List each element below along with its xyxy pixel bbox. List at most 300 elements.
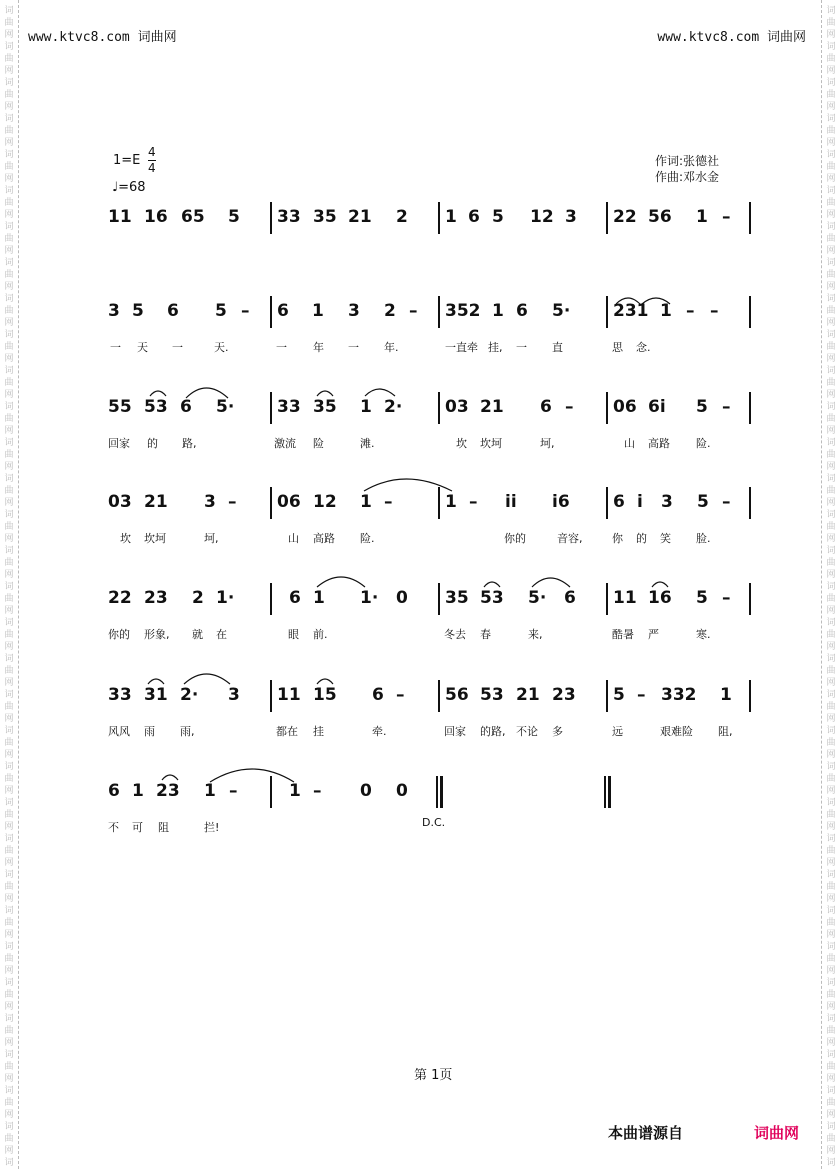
watermark-char: 词	[4, 1050, 14, 1060]
watermark-char: 曲	[4, 1134, 14, 1144]
note-group: 2	[384, 301, 396, 321]
watermark-char: 网	[4, 894, 14, 904]
note-group: 06	[277, 492, 301, 512]
watermark-char: 网	[4, 858, 14, 868]
watermark-char: 曲	[826, 882, 836, 892]
watermark-char: 曲	[4, 594, 14, 604]
barline	[270, 392, 272, 424]
final-barline	[608, 776, 611, 808]
watermark-char: 曲	[826, 702, 836, 712]
lyricist: 作词:张德社	[655, 154, 720, 168]
watermark-char: 曲	[4, 774, 14, 784]
note-group: 231	[613, 301, 649, 321]
score-row-2	[0, 296, 840, 386]
note-group: 53	[144, 397, 168, 417]
watermark-char: 曲	[826, 1134, 836, 1144]
watermark-char: 曲	[4, 342, 14, 352]
note-group: 6	[277, 301, 289, 321]
lyric: 激流	[274, 437, 296, 450]
lyric: 艰难险	[660, 725, 693, 738]
watermark-char: 词	[826, 114, 836, 124]
lyric: 一	[172, 341, 183, 354]
slur	[648, 573, 678, 593]
note-group: 5	[228, 207, 240, 227]
lyric: 你的	[504, 532, 526, 545]
barline	[270, 680, 272, 712]
note-group: 1·	[216, 588, 235, 608]
watermark-char: 网	[4, 930, 14, 940]
watermark-char: 曲	[4, 486, 14, 496]
watermark-char: 曲	[826, 846, 836, 856]
note-group: 3	[204, 492, 216, 512]
lyric: 的	[147, 437, 158, 450]
footer-source-label: 本曲谱源自	[608, 1124, 684, 1142]
lyric: 险.	[360, 532, 375, 545]
watermark-char: 词	[826, 1086, 836, 1096]
watermark-char: 网	[826, 174, 836, 184]
note-group: 2	[396, 207, 408, 227]
note-group: 0	[396, 781, 408, 801]
lyric: 牵.	[372, 725, 387, 738]
note-group: 5	[696, 588, 708, 608]
watermark-char: 曲	[826, 306, 836, 316]
watermark-char: 网	[826, 426, 836, 436]
watermark-char: 网	[826, 282, 836, 292]
watermark-char: 曲	[4, 918, 14, 928]
watermark-char: 曲	[826, 1062, 836, 1072]
watermark-char: 词	[826, 1122, 836, 1132]
note-group: 33	[277, 207, 301, 227]
lyric: 山	[288, 532, 299, 545]
watermark-char: 曲	[4, 558, 14, 568]
watermark-char: 网	[4, 570, 14, 580]
note-group: 11	[108, 207, 132, 227]
watermark-char: 曲	[4, 414, 14, 424]
lyric: 天	[137, 341, 148, 354]
lyric: 的路,	[480, 725, 506, 738]
watermark-char: 网	[826, 858, 836, 868]
watermark-char: 词	[826, 834, 836, 844]
watermark-char: 网	[4, 1002, 14, 1012]
lyric: 拦!	[204, 821, 220, 834]
note-group: 5	[697, 492, 709, 512]
final-barline	[440, 776, 443, 808]
watermark-char: 网	[4, 390, 14, 400]
watermark-char: 网	[826, 354, 836, 364]
watermark-char: 网	[4, 678, 14, 688]
lyric: 坷,	[204, 532, 219, 545]
watermark-char: 网	[4, 318, 14, 328]
note-group: 1	[492, 301, 504, 321]
note-group: 6	[180, 397, 192, 417]
header-site-right[interactable]: www.ktvc8.com 词曲网	[657, 30, 806, 45]
barline	[606, 583, 608, 615]
lyric: 高路	[313, 532, 335, 545]
tempo-marking: ♩=68	[112, 180, 146, 195]
lyric: 你的	[108, 628, 130, 641]
watermark-char: 曲	[4, 126, 14, 136]
lyric: 都在	[276, 725, 298, 738]
watermark-char: 词	[4, 150, 14, 160]
note-group: –	[469, 492, 478, 512]
watermark-char: 词	[826, 1158, 836, 1168]
watermark-char: 曲	[826, 774, 836, 784]
score-row-1	[0, 202, 840, 292]
watermark-char: 词	[826, 150, 836, 160]
slur	[313, 670, 343, 690]
watermark-char: 网	[826, 570, 836, 580]
barline	[438, 583, 440, 615]
lyric: 就	[192, 628, 203, 641]
slur	[156, 766, 306, 788]
watermark-char: 词	[826, 654, 836, 664]
watermark-char: 词	[4, 546, 14, 556]
barline	[606, 487, 608, 519]
watermark-char: 词	[826, 186, 836, 196]
lyric: 音容,	[557, 532, 583, 545]
note-group: 5·	[216, 397, 235, 417]
watermark-char: 词	[4, 978, 14, 988]
watermark-char: 网	[826, 462, 836, 472]
note-group: 21	[480, 397, 504, 417]
watermark-char: 曲	[826, 126, 836, 136]
note-group: –	[228, 492, 237, 512]
lyric: 远	[612, 725, 623, 738]
note-group: 16	[144, 207, 168, 227]
lyric: 回家	[444, 725, 466, 738]
note-group: –	[722, 207, 731, 227]
watermark-char: 词	[826, 690, 836, 700]
lyric: 阻	[158, 821, 169, 834]
note-group: 0	[360, 781, 372, 801]
score-row-6	[0, 680, 840, 770]
note-group: 65	[181, 207, 205, 227]
watermark-char: 网	[4, 1074, 14, 1084]
watermark-char: 曲	[826, 1026, 836, 1036]
watermark-char: 网	[4, 426, 14, 436]
lyric: 念.	[636, 341, 651, 354]
lyric: 路,	[182, 437, 197, 450]
dc-mark: D.C.	[422, 816, 446, 829]
watermark-char: 词	[4, 1122, 14, 1132]
watermark-char: 网	[826, 246, 836, 256]
barline	[438, 202, 440, 234]
lyric: 在	[216, 628, 227, 641]
watermark-char: 曲	[4, 954, 14, 964]
watermark-char: 曲	[4, 234, 14, 244]
watermark-char: 网	[826, 390, 836, 400]
watermark-char: 网	[826, 786, 836, 796]
note-group: 6	[540, 397, 552, 417]
lyric: 形象,	[144, 628, 170, 641]
slur	[480, 573, 580, 593]
watermark-char: 词	[4, 510, 14, 520]
lyric: 年.	[384, 341, 399, 354]
watermark-char: 词	[4, 942, 14, 952]
note-group: 1	[720, 685, 732, 705]
score-row-5	[0, 583, 840, 673]
watermark-char: 词	[826, 222, 836, 232]
note-group: 6	[108, 781, 120, 801]
lyric: 坎	[120, 532, 131, 545]
watermark-char: 词	[4, 222, 14, 232]
note-group: 03	[445, 397, 469, 417]
watermark-char: 网	[826, 894, 836, 904]
watermark-char: 词	[826, 582, 836, 592]
note-group: 1·	[360, 588, 379, 608]
note-group: i	[637, 492, 643, 512]
watermark-char: 曲	[826, 450, 836, 460]
watermark-char: 词	[4, 798, 14, 808]
watermark-char: 词	[826, 42, 836, 52]
watermark-char: 曲	[4, 198, 14, 208]
composer: 作曲:邓水金	[655, 170, 720, 184]
watermark-char: 曲	[826, 954, 836, 964]
lyric: 笑	[660, 532, 671, 545]
watermark-char: 曲	[4, 810, 14, 820]
note-group: 2·	[180, 685, 199, 705]
lyric: 酷暑	[612, 628, 634, 641]
watermark-char: 词	[826, 474, 836, 484]
lyric: 高路	[648, 437, 670, 450]
time-signature-bottom: 4	[148, 161, 156, 175]
lyric: 坎坷	[144, 532, 166, 545]
barline	[270, 583, 272, 615]
watermark-char: 词	[4, 294, 14, 304]
note-group: –	[384, 492, 393, 512]
note-group: 33	[277, 397, 301, 417]
watermark-char: 曲	[826, 378, 836, 388]
watermark-char: 词	[826, 618, 836, 628]
watermark-char: 词	[4, 6, 14, 16]
lyric: 脸.	[696, 532, 711, 545]
note-group: 56	[648, 207, 672, 227]
watermark-char: 词	[4, 330, 14, 340]
note-group: 55	[108, 397, 132, 417]
barline	[606, 202, 608, 234]
watermark-char: 曲	[826, 162, 836, 172]
note-group: 1	[289, 781, 301, 801]
lyric: 寒.	[696, 628, 711, 641]
lyric: 多	[552, 725, 563, 738]
watermark-char: 曲	[826, 234, 836, 244]
note-group: 3	[108, 301, 120, 321]
lyric: 不论	[516, 725, 538, 738]
watermark-char: 曲	[4, 990, 14, 1000]
note-group: 5	[696, 397, 708, 417]
watermark-char: 曲	[4, 630, 14, 640]
barline	[749, 680, 751, 712]
note-group: 53	[480, 685, 504, 705]
lyric: 你	[612, 532, 623, 545]
lyric: 一	[348, 341, 359, 354]
lyric: 年	[313, 341, 324, 354]
lyric: 天.	[214, 341, 229, 354]
lyric: 挂	[313, 725, 324, 738]
watermark-char: 曲	[4, 378, 14, 388]
lyric: 坎坷	[480, 437, 502, 450]
watermark-char: 曲	[4, 1098, 14, 1108]
note-group: 22	[613, 207, 637, 227]
lyric: 雨	[144, 725, 155, 738]
watermark-char: 网	[4, 138, 14, 148]
watermark-char: 词	[4, 834, 14, 844]
barline	[749, 487, 751, 519]
barline	[270, 202, 272, 234]
note-group: 06	[613, 397, 637, 417]
watermark-char: 词	[826, 870, 836, 880]
watermark-char: 网	[826, 102, 836, 112]
lyric: 严	[648, 628, 659, 641]
watermark-char: 网	[4, 606, 14, 616]
watermark-char: 词	[4, 186, 14, 196]
watermark-char: 曲	[4, 702, 14, 712]
note-group: –	[396, 685, 405, 705]
note-group: 5·	[528, 588, 547, 608]
note-group: 3	[661, 492, 673, 512]
note-group: 11	[277, 685, 301, 705]
watermark-char: 词	[4, 762, 14, 772]
barline	[606, 296, 608, 328]
note-group: 23	[144, 588, 168, 608]
watermark-char: 网	[826, 66, 836, 76]
lyric: 坷,	[540, 437, 555, 450]
note-group: 15	[313, 685, 337, 705]
note-group: 23	[156, 781, 180, 801]
watermark-char: 词	[826, 762, 836, 772]
note-group: 5·	[552, 301, 571, 321]
watermark-char: 词	[4, 618, 14, 628]
watermark-char: 词	[4, 438, 14, 448]
watermark-char: 曲	[4, 270, 14, 280]
note-group: 1	[445, 492, 457, 512]
note-group: 35	[313, 207, 337, 227]
watermark-char: 网	[4, 462, 14, 472]
note-group: 6	[468, 207, 480, 227]
watermark-char: 曲	[826, 54, 836, 64]
note-group: –	[686, 301, 695, 321]
lyric: 春	[480, 628, 491, 641]
watermark-char: 词	[826, 1050, 836, 1060]
lyric: 一	[516, 341, 527, 354]
note-group: i6	[552, 492, 570, 512]
tie	[360, 475, 460, 497]
note-group: –	[229, 781, 238, 801]
slur	[144, 382, 254, 402]
watermark-char: 词	[826, 330, 836, 340]
note-group: 56	[445, 685, 469, 705]
barline	[606, 392, 608, 424]
lyric: 冬去	[444, 628, 466, 641]
watermark-char: 词	[4, 1014, 14, 1024]
watermark-char: 词	[4, 1086, 14, 1096]
watermark-char: 曲	[826, 810, 836, 820]
watermark-char: 网	[826, 606, 836, 616]
time-signature	[148, 145, 156, 176]
watermark-char: 网	[826, 138, 836, 148]
note-group: 1	[204, 781, 216, 801]
note-group: 21	[516, 685, 540, 705]
watermark-char: 网	[4, 1110, 14, 1120]
watermark-char: 网	[4, 822, 14, 832]
watermark-char: 网	[826, 498, 836, 508]
barline	[438, 392, 440, 424]
watermark-char: 曲	[826, 414, 836, 424]
watermark-char: 网	[4, 282, 14, 292]
note-group: 332	[661, 685, 697, 705]
barline	[749, 202, 751, 234]
lyric: 一	[110, 341, 121, 354]
score-row-4	[0, 487, 840, 577]
watermark-char: 词	[4, 906, 14, 916]
lyric: 山	[624, 437, 635, 450]
note-group: –	[710, 301, 719, 321]
watermark-char: 网	[826, 1038, 836, 1048]
watermark-char: 网	[826, 714, 836, 724]
watermark-char: 词	[4, 1158, 14, 1168]
note-group: 5	[492, 207, 504, 227]
watermark-char: 词	[826, 798, 836, 808]
barline	[749, 296, 751, 328]
watermark-char: 网	[4, 642, 14, 652]
slur	[612, 292, 672, 306]
watermark-char: 曲	[826, 990, 836, 1000]
watermark-char: 词	[4, 258, 14, 268]
note-group: 6	[372, 685, 384, 705]
watermark-char: 曲	[826, 630, 836, 640]
watermark-char: 网	[4, 966, 14, 976]
watermark-char: 词	[4, 690, 14, 700]
note-group: –	[241, 301, 250, 321]
watermark-char: 曲	[826, 918, 836, 928]
watermark-char: 曲	[826, 666, 836, 676]
barline	[436, 776, 438, 808]
watermark-char: 词	[826, 438, 836, 448]
watermark-char: 词	[4, 582, 14, 592]
slur	[313, 382, 413, 402]
note-group: 1	[660, 301, 672, 321]
watermark-char: 曲	[826, 270, 836, 280]
lyric: 一	[276, 341, 287, 354]
note-group: 21	[144, 492, 168, 512]
barline	[270, 296, 272, 328]
watermark-char: 网	[826, 318, 836, 328]
watermark-char: 网	[4, 498, 14, 508]
watermark-char: 网	[4, 714, 14, 724]
watermark-char: 网	[4, 102, 14, 112]
note-group: 2·	[384, 397, 403, 417]
footer-brand-logo[interactable]: 词曲网	[754, 1124, 800, 1142]
watermark-char: 曲	[4, 90, 14, 100]
header-site-left[interactable]: www.ktvc8.com 词曲网	[28, 30, 177, 45]
watermark-char: 网	[4, 354, 14, 364]
note-group: 1	[360, 492, 372, 512]
note-group: ii	[505, 492, 517, 512]
watermark-char: 词	[4, 474, 14, 484]
credits	[655, 153, 719, 185]
watermark-char: 曲	[826, 594, 836, 604]
watermark-char: 曲	[4, 522, 14, 532]
watermark-char: 词	[4, 78, 14, 88]
note-group: –	[565, 397, 574, 417]
watermark-char: 词	[826, 906, 836, 916]
watermark-char: 曲	[4, 54, 14, 64]
watermark-char: 曲	[4, 450, 14, 460]
watermark-char: 曲	[4, 666, 14, 676]
watermark-char: 网	[826, 678, 836, 688]
lyric: 坎	[456, 437, 467, 450]
watermark-char: 词	[826, 78, 836, 88]
